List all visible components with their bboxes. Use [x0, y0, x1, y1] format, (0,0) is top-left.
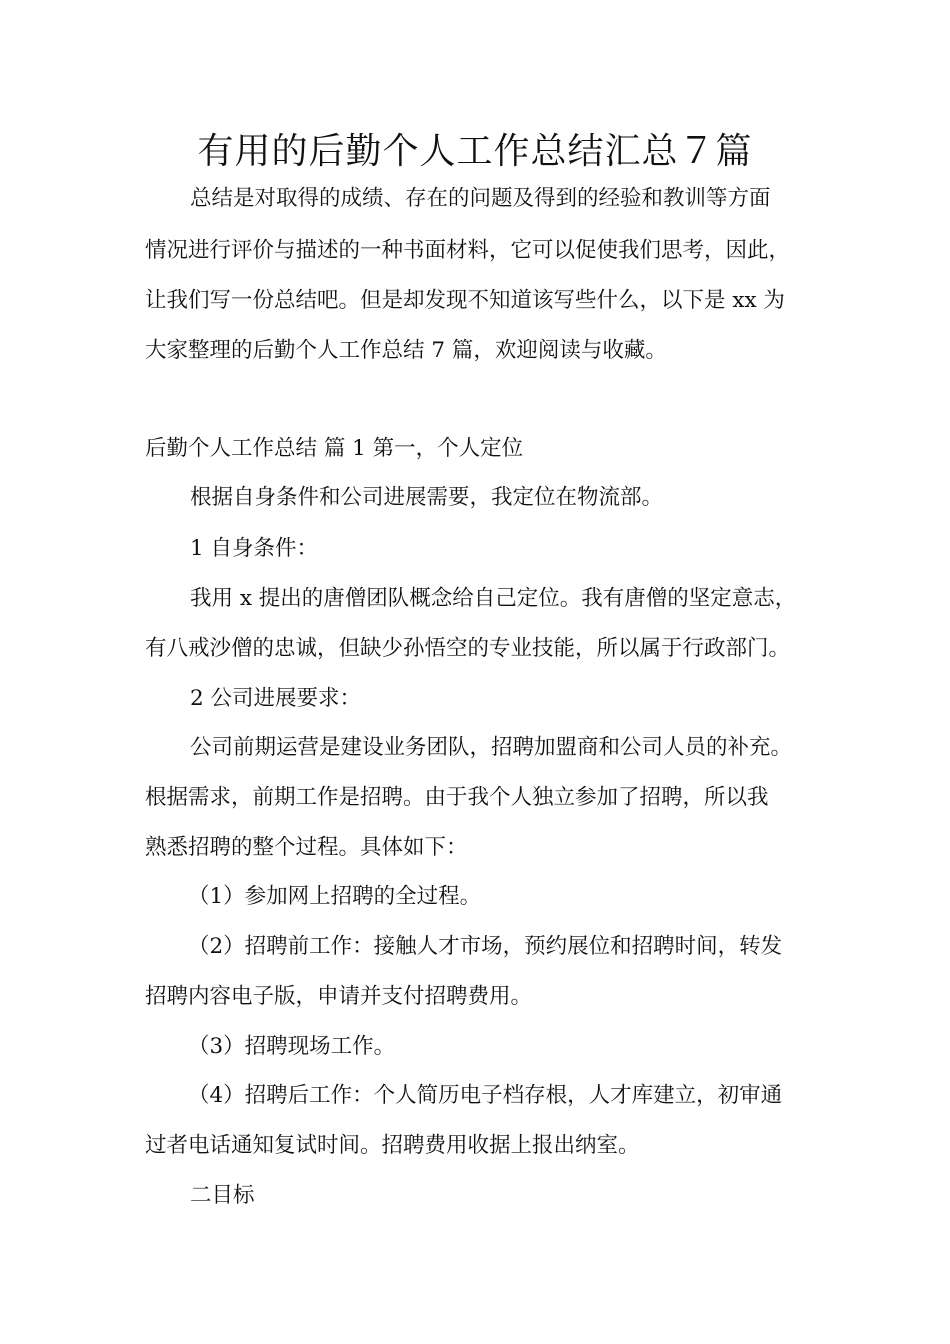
body-line-1: 根据自身条件和公司进展需要，我定位在物流部。: [190, 485, 664, 510]
intro-line-1: 总结是对取得的成绩、存在的问题及得到的经验和教训等方面: [190, 186, 771, 211]
body-line-3: 我用 x 提出的唐僧团队概念给自己定位。我有唐僧的坚定意志，: [190, 586, 797, 611]
document-title: 有用的后勤个人工作总结汇总７篇: [197, 131, 753, 172]
intro-line-3: 让我们写一份总结吧。但是却发现不知道该写些什么，以下是 xx 为: [145, 288, 785, 313]
body-line-10: （2）招聘前工作：接触人才市场，预约展位和招聘时间，转发: [188, 934, 783, 959]
intro-line-4: 大家整理的后勤个人工作总结 7 篇，欢迎阅读与收藏。: [145, 338, 667, 363]
body-line-13: （4）招聘后工作：个人简历电子档存根，人才库建立，初审通: [188, 1083, 783, 1108]
body-line-15: 二目标: [190, 1183, 255, 1208]
body-line-12: （3）招聘现场工作。: [188, 1034, 396, 1059]
body-line-2: 1 自身条件：: [190, 536, 319, 561]
section-heading: 后勤个人工作总结 篇 1 第一，个人定位: [145, 436, 524, 461]
body-line-8: 熟悉招聘的整个过程。具体如下：: [145, 835, 468, 860]
body-line-6: 公司前期运营是建设业务团队，招聘加盟商和公司人员的补充。: [190, 735, 793, 760]
body-line-5: 2 公司进展要求：: [190, 686, 362, 711]
body-line-9: （1）参加网上招聘的全过程。: [188, 884, 482, 909]
body-line-4: 有八戒沙僧的忠诚，但缺少孙悟空的专业技能，所以属于行政部门。: [145, 636, 791, 661]
body-line-14: 过者电话通知复试时间。招聘费用收据上报出纳室。: [145, 1133, 640, 1158]
body-line-11: 招聘内容电子版，申请并支付招聘费用。: [145, 984, 533, 1009]
intro-line-2: 情况进行评价与描述的一种书面材料，它可以促使我们思考，因此，: [145, 238, 791, 263]
body-line-7: 根据需求，前期工作是招聘。由于我个人独立参加了招聘，所以我: [145, 785, 769, 810]
